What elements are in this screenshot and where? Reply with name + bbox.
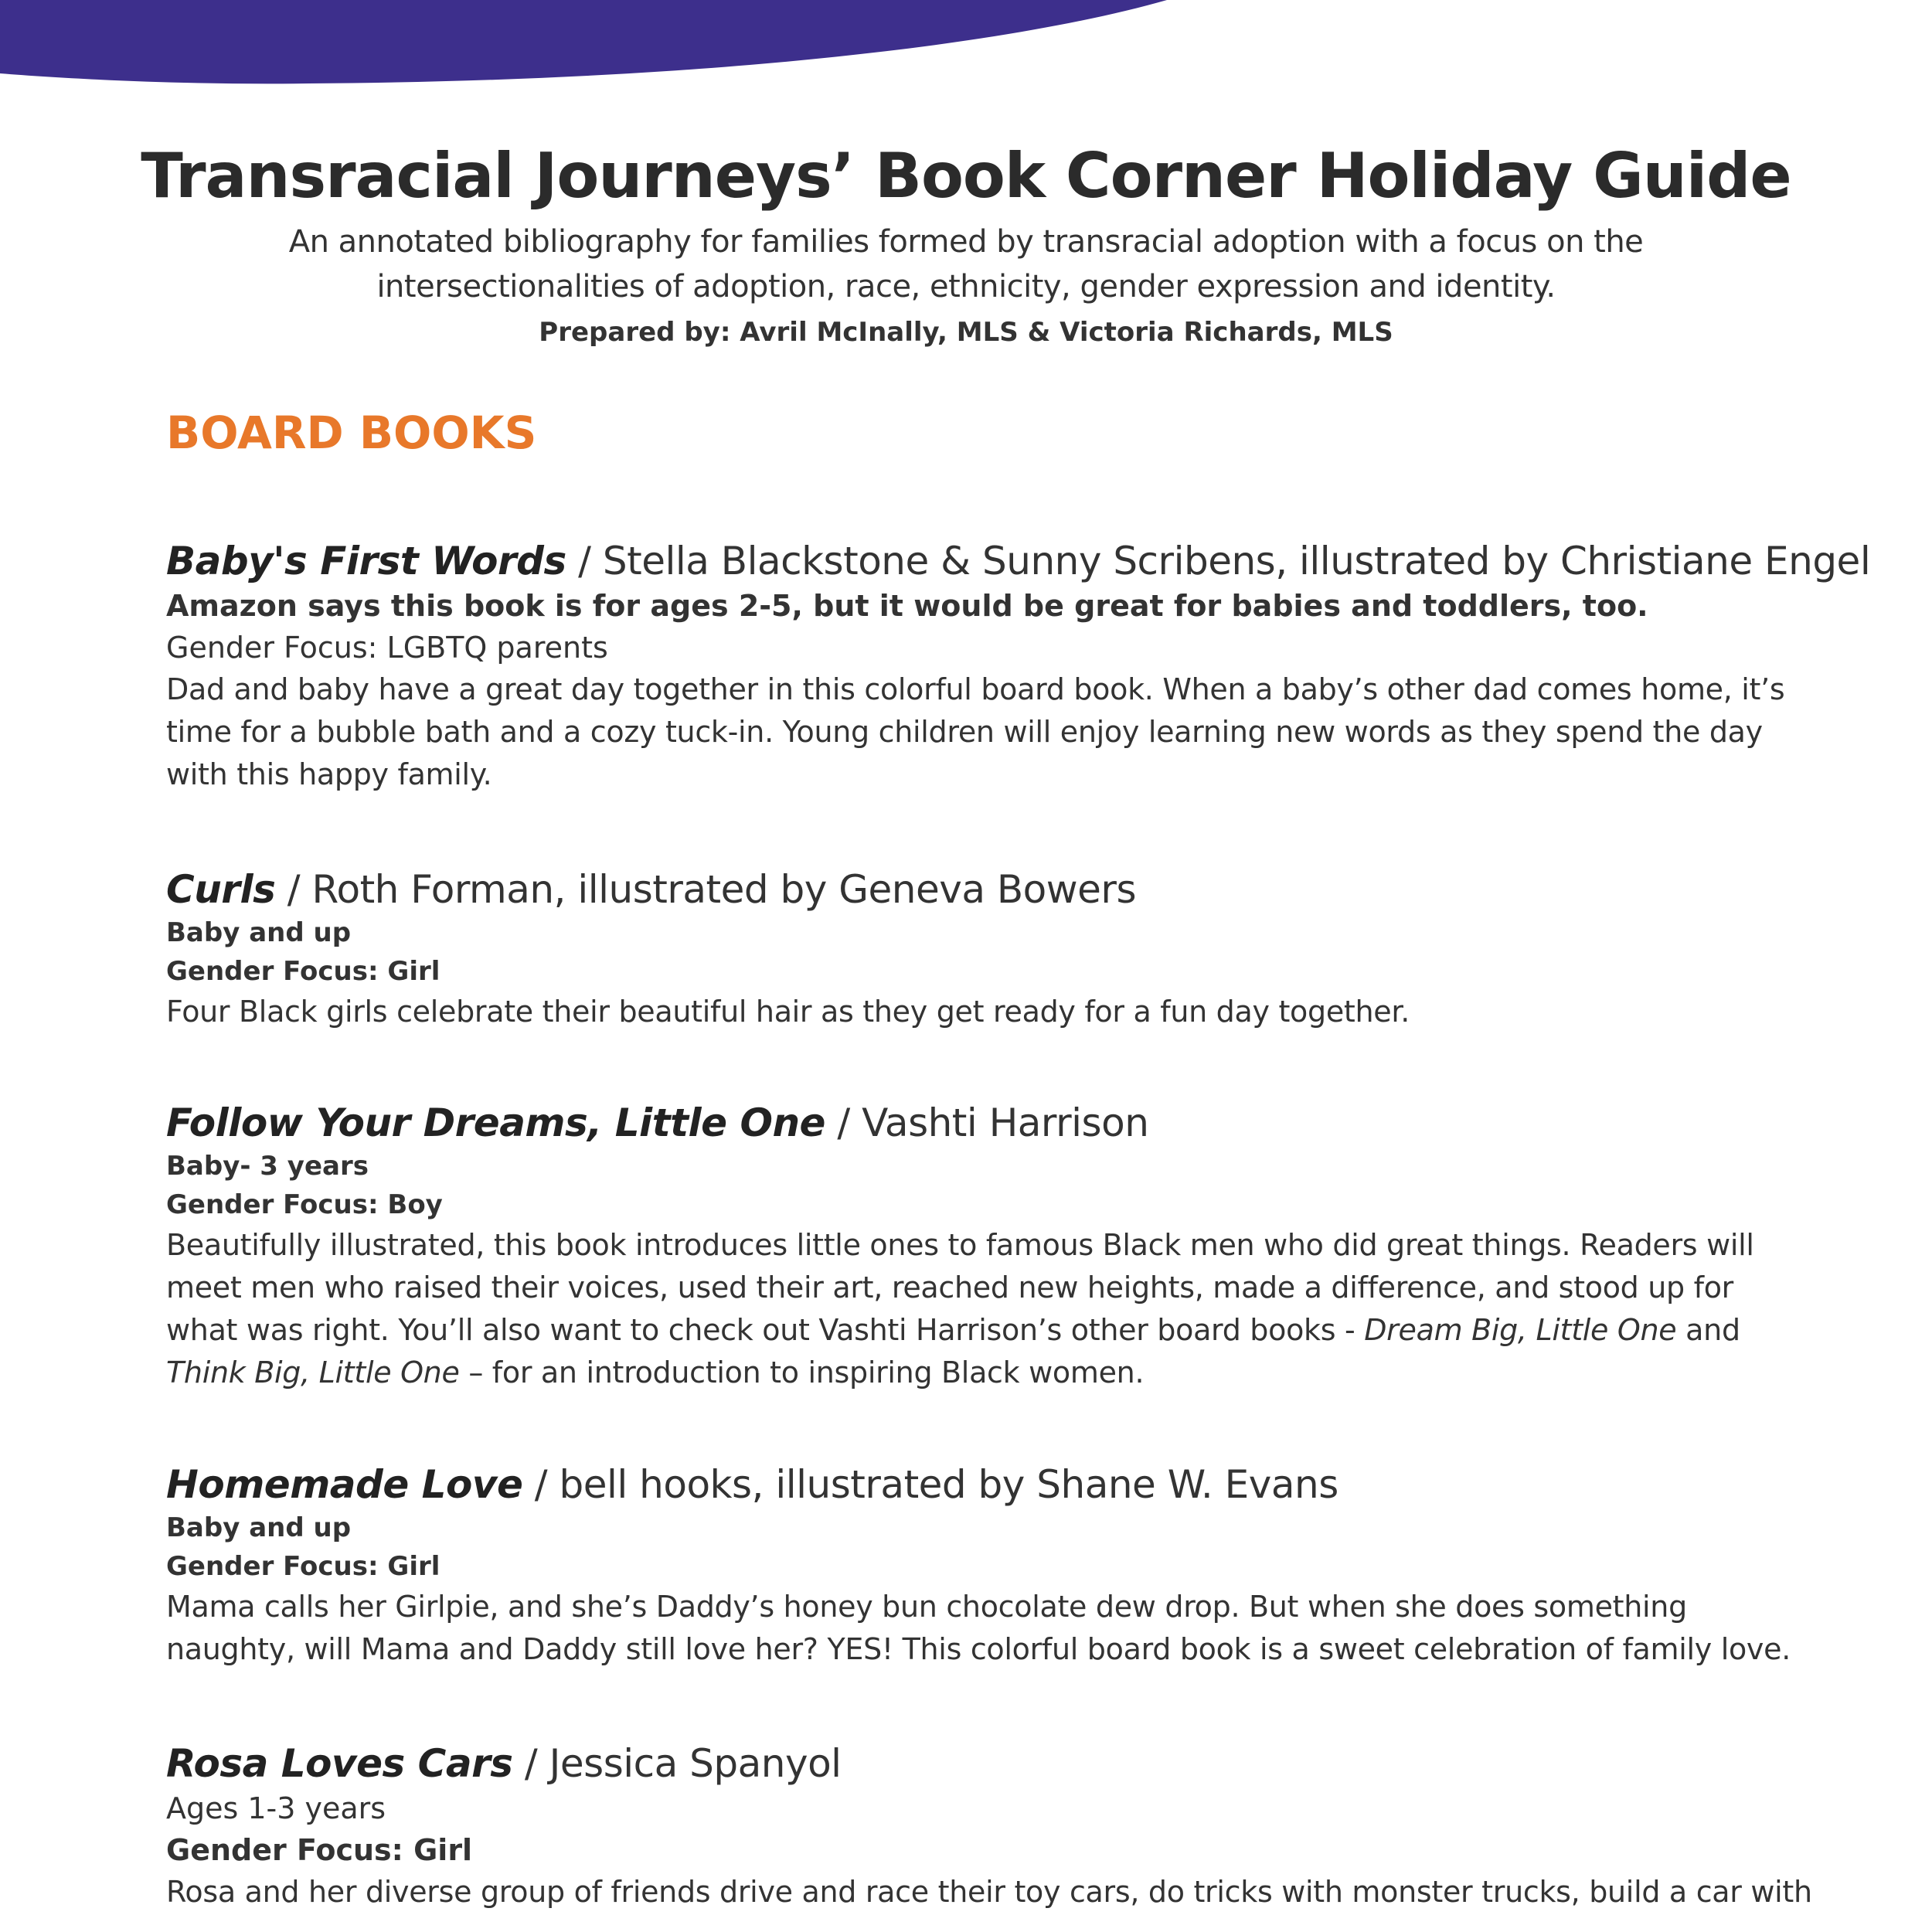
book-entry	[166, 1461, 1791, 1671]
book-title: Homemade Love	[166, 1462, 523, 1507]
book-description	[166, 1586, 1791, 1671]
book-age: Baby and up	[166, 1512, 352, 1543]
book-description	[166, 1224, 1754, 1394]
purple-swoosh	[0, 0, 1167, 83]
book-entry	[166, 1740, 1812, 1913]
book-heading	[166, 866, 1410, 913]
book-heading	[166, 1740, 1812, 1787]
book-author: / Vashti Harrison	[825, 1100, 1149, 1145]
book-title: Baby's First Words	[166, 539, 566, 583]
book-age: Baby and up	[166, 917, 352, 948]
book-age: Ages 1-3 years	[166, 1791, 386, 1825]
book-entry	[166, 1099, 1754, 1394]
description-line: Rosa and her diverse group of friends drive and race their toy cars, do tricks with monster trucks, build a car with	[166, 1875, 1812, 1909]
book-description	[166, 1871, 1812, 1913]
description-line: with this happy family.	[166, 757, 492, 791]
description-text: and	[1676, 1313, 1740, 1347]
description-text: – for an introduction to inspiring Black women.	[459, 1355, 1145, 1389]
subtitle-line-2: intersectionalities of adoption, race, ethnicity, gender expression and identity.	[376, 269, 1556, 304]
book-description	[166, 668, 1870, 796]
description-line: meet men who raised their voices, used their art, reached new heights, made a difference, and stood up for	[166, 1270, 1733, 1304]
book-heading	[166, 1461, 1791, 1509]
book-gender-focus: Gender Focus: Boy	[166, 1189, 443, 1220]
book-gender-focus: Gender Focus: LGBTQ parents	[166, 631, 608, 665]
description-line: naughty, will Mama and Daddy still love her? YES! This colorful board book is a sweet celebration of family love.	[166, 1632, 1791, 1666]
document-header	[0, 138, 1932, 349]
description-line: time for a bubble bath and a cozy tuck-in. Young children will enjoy learning new words as they spend the day	[166, 715, 1763, 749]
italic-book-title: Dream Big, Little One	[1364, 1313, 1677, 1347]
book-gender-focus: Gender Focus: Girl	[166, 1551, 440, 1582]
book-author: / Jessica Spanyol	[512, 1741, 842, 1786]
book-entry	[166, 866, 1410, 1033]
book-author: / Stella Blackstone & Sunny Scribens, illustrated by Christiane Engel	[566, 539, 1871, 583]
subtitle-line-1: An annotated bibliography for families formed by transracial adoption with a focus on the	[288, 224, 1644, 260]
description-line: Four Black girls celebrate their beautiful hair as they get ready for a fun day together.	[166, 995, 1410, 1029]
book-age: Amazon says this book is for ages 2-5, but it would be great for babies and toddlers, too.	[166, 589, 1648, 623]
book-description	[166, 991, 1410, 1033]
book-gender-focus: Gender Focus: Girl	[166, 956, 440, 987]
page-title: Transracial Journeys’ Book Corner Holiday Guide	[141, 140, 1791, 212]
book-title: Rosa Loves Cars	[166, 1741, 513, 1786]
italic-book-title: Think Big, Little One	[166, 1355, 460, 1389]
subtitle	[0, 219, 1932, 309]
description-line: Beautifully illustrated, this book introduces little ones to famous Black men who did great things. Readers will	[166, 1228, 1754, 1262]
book-gender-focus: Gender Focus: Girl	[166, 1833, 473, 1867]
description-line: what was right. You’ll also want to check out Vashti Harrison’s other board books -	[166, 1313, 1365, 1347]
book-heading	[166, 1099, 1754, 1147]
book-entry	[166, 537, 1870, 796]
prepared-by: Prepared by: Avril McInally, MLS & Victoria Richards, MLS	[539, 317, 1393, 348]
book-title: Curls	[166, 867, 276, 912]
description-line: Mama calls her Girlpie, and she’s Daddy’s honey bun chocolate dew drop. But when she does something	[166, 1590, 1687, 1624]
description-line: Dad and baby have a great day together in this colorful board book. When a baby’s other dad comes home, it’s	[166, 672, 1785, 706]
book-author: / bell hooks, illustrated by Shane W. Evans	[522, 1462, 1338, 1507]
book-author: / Roth Forman, illustrated by Geneva Bowers	[275, 867, 1137, 912]
header-banner	[0, 0, 1932, 108]
book-title: Follow Your Dreams, Little One	[166, 1100, 825, 1145]
book-age: Baby- 3 years	[166, 1151, 369, 1182]
section-heading: BOARD BOOKS	[166, 406, 537, 459]
book-heading	[166, 537, 1870, 585]
